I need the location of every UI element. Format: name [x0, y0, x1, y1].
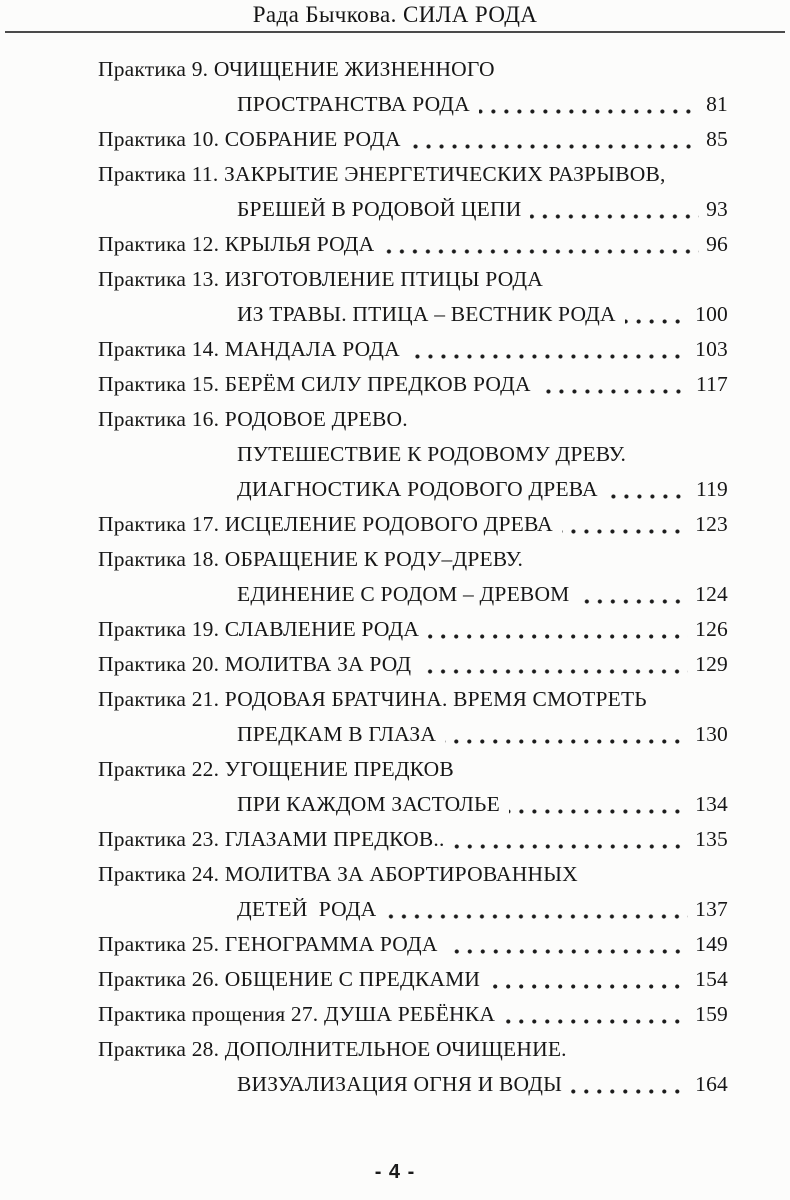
toc-entry — [98, 857, 728, 927]
toc-entry-title: Практика 17. ИСЦЕЛЕНИЕ РОДОВОГО ДРЕВА — [98, 512, 553, 536]
toc-line — [98, 542, 728, 577]
toc-line — [237, 577, 728, 612]
toc-entry-title: ДИАГНОСТИКА РОДОВОГО ДРЕВА — [237, 477, 598, 501]
toc-entry-title: Практика 25. ГЕНОГРАММА РОДА — [98, 932, 438, 956]
dot-leader — [521, 192, 706, 227]
toc-entry-title: ПРИ КАЖДОМ ЗАСТОЛЬЕ — [237, 792, 500, 816]
dot-leader — [411, 647, 695, 682]
toc-entry-title: ДЕТЕЙ РОДА — [237, 897, 377, 921]
toc-page-number: 159 — [695, 1002, 728, 1026]
dot-leader — [438, 927, 696, 962]
toc-entry-title: ПУТЕШЕСТВИЕ К РОДОВОМУ ДРЕВУ. — [237, 442, 627, 466]
toc-entry — [98, 962, 728, 997]
toc-line — [98, 1032, 728, 1067]
toc-entry-title: Практика 26. ОБЩЕНИЕ С ПРЕДКАМИ — [98, 967, 481, 991]
toc-entry-title: Практика 18. ОБРАЩЕНИЕ К РОДУ–ДРЕВУ. — [98, 547, 524, 571]
toc-line — [237, 787, 728, 822]
toc-entry — [98, 542, 728, 612]
toc-entry-title: Практика 12. КРЫЛЬЯ РОДА — [98, 232, 375, 256]
toc-line — [98, 402, 728, 437]
toc-line — [237, 1067, 728, 1102]
toc-page-number: 81 — [706, 92, 728, 116]
toc-entry-title: Практика 23. ГЛАЗАМИ ПРЕДКОВ.. — [98, 827, 445, 851]
dot-leader — [495, 997, 695, 1032]
toc-page-number: 135 — [695, 827, 728, 851]
toc-entry-title: ИЗ ТРАВЫ. ПТИЦА – ВЕСТНИК РОДА — [237, 302, 616, 326]
dot-leader — [436, 717, 695, 752]
toc-line — [98, 647, 728, 682]
toc-entry-title: ПРОСТРАНСТВА РОДА — [237, 92, 470, 116]
toc-page-number: 137 — [695, 897, 728, 921]
toc-entry — [98, 927, 728, 962]
toc-page-number: 100 — [695, 302, 728, 326]
toc-line — [237, 87, 728, 122]
toc-entry — [98, 647, 728, 682]
toc-entry — [98, 52, 728, 122]
dot-leader — [419, 612, 695, 647]
running-header-title: Рада Бычкова. СИЛА РОДА — [252, 2, 538, 27]
dot-leader — [470, 87, 706, 122]
toc-line — [98, 752, 728, 787]
footer-page-number: - 4 - — [374, 1161, 416, 1183]
toc-page-number: 154 — [695, 967, 728, 991]
toc-line — [237, 892, 728, 927]
toc-line — [98, 857, 728, 892]
toc-entry — [98, 752, 728, 822]
toc-page-number: 129 — [695, 652, 728, 676]
toc-entry-title: Практика 20. МОЛИТВА ЗА РОД — [98, 652, 412, 676]
dot-leader — [562, 1067, 695, 1102]
header-rule — [5, 31, 785, 33]
toc-entry — [98, 1032, 728, 1102]
toc-entry — [98, 262, 728, 332]
toc-page-number: 119 — [695, 477, 728, 501]
toc-line — [98, 122, 728, 157]
dot-leader — [616, 297, 695, 332]
toc-line — [98, 332, 728, 367]
dot-leader — [553, 507, 695, 542]
toc-page-number: 134 — [695, 792, 728, 816]
toc-line — [237, 297, 728, 332]
dot-leader — [445, 822, 696, 857]
toc-line — [237, 717, 728, 752]
toc-entry-title: ЕДИНЕНИЕ С РОДОМ – ДРЕВОМ — [237, 582, 570, 606]
toc-entry-title: Практика прощения 27. ДУША РЕБЁНКА — [98, 1002, 496, 1026]
toc-page-number: 96 — [706, 232, 728, 256]
dot-leader — [400, 332, 695, 367]
toc-page-number: 93 — [706, 197, 728, 221]
dot-leader — [480, 962, 695, 997]
dot-leader — [374, 227, 706, 262]
toc-line — [237, 472, 728, 507]
toc-entry-title: Практика 9. ОЧИЩЕНИЕ ЖИЗНЕННОГО — [98, 57, 495, 81]
toc-line — [98, 682, 728, 717]
toc-line — [98, 507, 728, 542]
toc-page-number: 126 — [695, 617, 728, 641]
toc-entry-title: ПРЕДКАМ В ГЛАЗА — [237, 722, 437, 746]
toc-entry-title: Практика 21. РОДОВАЯ БРАТЧИНА. ВРЕМЯ СМОТРЕТЬ — [98, 687, 647, 711]
toc-entry-title: БРЕШЕЙ В РОДОВОЙ ЦЕПИ — [237, 197, 522, 221]
dot-leader — [376, 892, 695, 927]
toc-line — [98, 612, 728, 647]
dot-leader — [401, 122, 706, 157]
toc-line — [98, 822, 728, 857]
toc-page-number: 117 — [695, 372, 728, 396]
toc-entry — [98, 402, 728, 507]
toc-line — [98, 157, 728, 192]
toc-line — [98, 962, 728, 997]
toc-entry — [98, 612, 728, 647]
toc-page-number: 123 — [695, 512, 728, 536]
toc-entry — [98, 997, 728, 1032]
toc-entry-title: Практика 10. СОБРАНИЕ РОДА — [98, 127, 401, 151]
toc-page-number: 149 — [695, 932, 728, 956]
toc-line — [237, 437, 728, 472]
toc-entry-title: Практика 28. ДОПОЛНИТЕЛЬНОЕ ОЧИЩЕНИЕ. — [98, 1037, 567, 1061]
toc-entry — [98, 507, 728, 542]
dot-leader — [570, 577, 696, 612]
toc-entry — [98, 227, 728, 262]
toc-entry-title: ВИЗУАЛИЗАЦИЯ ОГНЯ И ВОДЫ — [237, 1072, 563, 1096]
toc-entry-title: Практика 16. РОДОВОЕ ДРЕВО. — [98, 407, 408, 431]
toc-entry — [98, 367, 728, 402]
toc-line — [98, 262, 728, 297]
toc-entry-title: Практика 22. УГОЩЕНИЕ ПРЕДКОВ — [98, 757, 454, 781]
toc-line — [98, 367, 728, 402]
toc-entry-title: Практика 14. МАНДАЛА РОДА — [98, 337, 400, 361]
toc-page-number: 85 — [706, 127, 728, 151]
toc-line — [98, 227, 728, 262]
dot-leader — [500, 787, 695, 822]
toc-entry — [98, 157, 728, 227]
toc-entry-title: Практика 11. ЗАКРЫТИЕ ЭНЕРГЕТИЧЕСКИХ РАЗРЫВОВ, — [98, 162, 666, 186]
toc-entry-title: Практика 13. ИЗГОТОВЛЕНИЕ ПТИЦЫ РОДА — [98, 267, 543, 291]
toc-entry — [98, 682, 728, 752]
toc-entry-title: Практика 15. БЕРЁМ СИЛУ ПРЕДКОВ РОДА — [98, 372, 531, 396]
toc-page-number: 130 — [695, 722, 728, 746]
toc-list — [98, 52, 728, 1102]
toc-entry — [98, 122, 728, 157]
dot-leader — [531, 367, 696, 402]
toc-line — [98, 52, 728, 87]
dot-leader — [598, 472, 696, 507]
toc-page-number: 103 — [695, 337, 728, 361]
toc-line — [98, 927, 728, 962]
toc-entry-title: Практика 19. СЛАВЛЕНИЕ РОДА — [98, 617, 420, 641]
toc-entry — [98, 332, 728, 367]
toc-page-number: 124 — [695, 582, 728, 606]
toc-entry-title: Практика 24. МОЛИТВА ЗА АБОРТИРОВАННЫХ — [98, 862, 578, 886]
toc-page-number: 164 — [695, 1072, 728, 1096]
toc-line — [237, 192, 728, 227]
toc-entry — [98, 822, 728, 857]
toc-line — [98, 997, 728, 1032]
